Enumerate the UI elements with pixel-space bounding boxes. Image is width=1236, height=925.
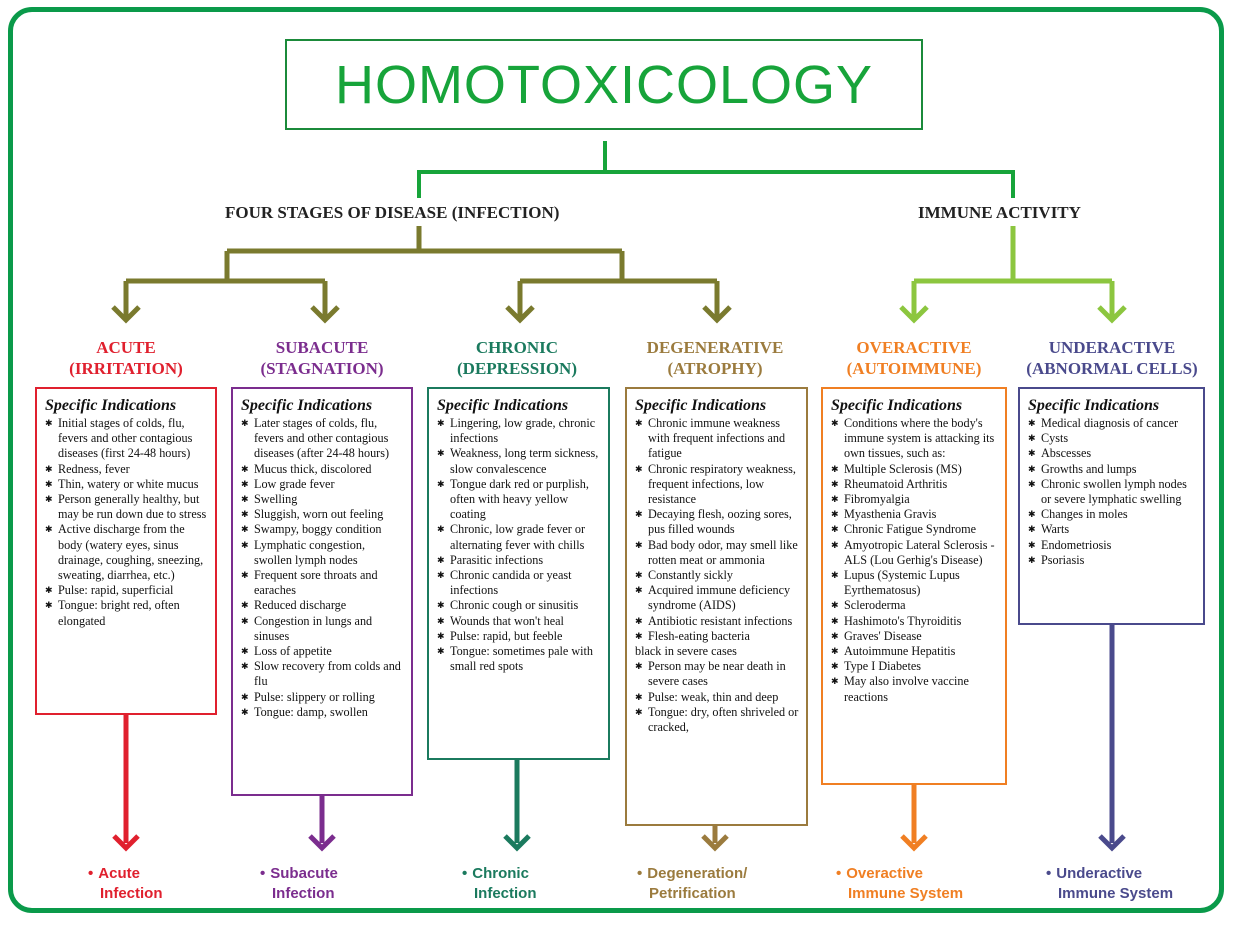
indications-box-underactive xyxy=(1018,387,1205,625)
indication-item: ✱ Pulse: rapid, but feeble xyxy=(437,629,602,644)
indication-item: ✱ Chronic immune weakness with frequent infections and fatigue xyxy=(635,416,800,462)
indications-heading: Specific Indications xyxy=(45,397,177,414)
indications-heading: Specific Indications xyxy=(1028,397,1160,414)
indication-item: ✱ Reduced discharge xyxy=(241,598,405,613)
indication-item: ✱ Pulse: slippery or rolling xyxy=(241,690,405,705)
stage-name: CHRONIC xyxy=(475,338,559,357)
indication-item: ✱ Person generally healthy, but may be run down due to stress xyxy=(45,492,209,522)
indication-item: ✱ Scleroderma xyxy=(831,598,999,613)
indication-item: ✱ Lupus (Systemic Lupus Eyrthematosus) xyxy=(831,568,999,598)
outcome-line2: Infection xyxy=(272,885,335,902)
indications-list xyxy=(1028,416,1197,568)
indication-item: ✱ Rheumatoid Arthritis xyxy=(831,477,999,492)
indications-list xyxy=(241,416,405,720)
outcome-chronic xyxy=(462,864,537,904)
section-immune-label: IMMUNE ACTIVITY xyxy=(918,203,1081,222)
outcome-line2: Immune System xyxy=(1058,885,1174,902)
indications-list xyxy=(831,416,999,705)
stage-name: ACUTE xyxy=(96,338,156,357)
outcome-overactive xyxy=(836,864,963,904)
outcome-subacute xyxy=(260,864,338,904)
indication-item: ✱ Chronic respiratory weakness, frequent infections, low resistance xyxy=(635,462,800,508)
indication-item: ✱ Low grade fever xyxy=(241,477,405,492)
stage-subname: (AUTOIMMUNE) xyxy=(846,359,982,378)
bullet-dot: • xyxy=(260,865,266,882)
stage-name: DEGENERATIVE xyxy=(646,338,784,357)
indications-box-chronic xyxy=(427,387,610,760)
indication-item: ✱ Chronic cough or sinusitis xyxy=(437,598,602,613)
indication-item: ✱ Acquired immune deficiency syndrome (AIDS) xyxy=(635,583,800,613)
indications-heading: Specific Indications xyxy=(437,397,569,414)
bullet-dot: • xyxy=(637,865,643,882)
indication-item: ✱ Redness, fever xyxy=(45,462,209,477)
indication-item: ✱ Cysts xyxy=(1028,431,1197,446)
indication-item: ✱ Flesh-eating bacteria xyxy=(635,629,800,644)
indication-item: ✱ Hashimoto's Thyroiditis xyxy=(831,614,999,629)
indications-heading: Specific Indications xyxy=(831,397,963,414)
indication-item: ✱ Tongue: damp, swollen xyxy=(241,705,405,720)
stage-name: SUBACUTE xyxy=(275,338,369,357)
indication-item: ✱ Antibiotic resistant infections xyxy=(635,614,800,629)
indications-heading: Specific Indications xyxy=(241,397,373,414)
stage-subname: (ABNORMAL CELLS) xyxy=(1026,359,1198,378)
indication-item: ✱ Person may be near death in severe cases xyxy=(635,659,800,689)
indication-item: ✱ Wounds that won't heal xyxy=(437,614,602,629)
indication-continuation: black in severe cases xyxy=(635,644,737,659)
indication-item: ✱ Fibromyalgia xyxy=(831,492,999,507)
outcome-line1: Acute xyxy=(98,865,140,882)
stage-name: OVERACTIVE xyxy=(856,338,972,357)
indication-item: ✱ Slow recovery from colds and flu xyxy=(241,659,405,689)
indication-item: ✱ Amyotropic Lateral Sclerosis -ALS (Lou Gerhig's Disease) xyxy=(831,538,999,568)
indication-item: ✱ Thin, watery or white mucus xyxy=(45,477,209,492)
indication-item: ✱ Multiple Sclerosis (MS) xyxy=(831,462,999,477)
indication-item: ✱ May also involve vaccine reactions xyxy=(831,674,999,704)
outcome-line1: Chronic xyxy=(472,865,529,882)
indication-item: ✱ Swampy, boggy condition xyxy=(241,522,405,537)
indication-item: ✱ Chronic candida or yeast infections xyxy=(437,568,602,598)
indication-item: ✱ Chronic, low grade fever or alternating fever with chills xyxy=(437,522,602,552)
indication-item: ✱ Type I Diabetes xyxy=(831,659,999,674)
indications-box-degenerative xyxy=(625,387,808,826)
indications-box-subacute xyxy=(231,387,413,796)
indication-item: ✱ Weakness, long term sickness, slow convalescence xyxy=(437,446,602,476)
outcome-line2: Petrification xyxy=(649,885,736,902)
stage-subname: (DEPRESSION) xyxy=(457,359,577,378)
indication-item: ✱ Initial stages of colds, flu, fevers and other contagious diseases (first 24-48 hours) xyxy=(45,416,209,462)
indications-list xyxy=(437,416,602,674)
indication-item: ✱ Tongue: dry, often shriveled or cracked, xyxy=(635,705,800,735)
indications-list xyxy=(635,416,800,735)
indication-item: ✱ Bad body odor, may smell like rotten meat or ammonia xyxy=(635,538,800,568)
outcome-line1: Degeneration/ xyxy=(647,865,748,882)
indication-item: ✱ Growths and lumps xyxy=(1028,462,1197,477)
bullet-dot: • xyxy=(462,865,468,882)
indication-item: ✱ Autoimmune Hepatitis xyxy=(831,644,999,659)
indication-item: ✱ Parasitic infections xyxy=(437,553,602,568)
indication-item: ✱ Swelling xyxy=(241,492,405,507)
indication-item: ✱ Frequent sore throats and earaches xyxy=(241,568,405,598)
indication-item: ✱ Lymphatic congestion, swollen lymph nodes xyxy=(241,538,405,568)
stage-heading-subacute xyxy=(222,337,422,379)
stage-heading-chronic xyxy=(417,337,617,379)
indication-item: ✱ Myasthenia Gravis xyxy=(831,507,999,522)
stage-name: UNDERACTIVE xyxy=(1048,338,1176,357)
stage-subname: (IRRITATION) xyxy=(69,359,183,378)
section-stages-label: FOUR STAGES OF DISEASE (INFECTION) xyxy=(225,203,560,222)
indication-item: ✱ Tongue dark red or purplish, often with heavy yellow coating xyxy=(437,477,602,523)
indication-item: ✱ Changes in moles xyxy=(1028,507,1197,522)
outcome-line1: Underactive xyxy=(1056,865,1143,882)
stage-subname: (STAGNATION) xyxy=(260,359,384,378)
bullet-dot: • xyxy=(88,865,94,882)
indications-list xyxy=(45,416,209,629)
indication-item: ✱ Warts xyxy=(1028,522,1197,537)
outcome-line1: Overactive xyxy=(846,865,923,882)
indication-item: ✱ Lingering, low grade, chronic infections xyxy=(437,416,602,446)
stage-heading-overactive xyxy=(814,337,1014,379)
outcome-line1: Subacute xyxy=(270,865,338,882)
indication-item: ✱ Active discharge from the body (watery eyes, sinus drainage, coughing, sneezing, sweating, diarrhea, etc.) xyxy=(45,522,209,583)
indication-item: ✱ Abscesses xyxy=(1028,446,1197,461)
indication-item: ✱ Psoriasis xyxy=(1028,553,1197,568)
indication-item: ✱ Constantly sickly xyxy=(635,568,800,583)
outcome-acute xyxy=(88,864,163,904)
stage-heading-degenerative xyxy=(615,337,815,379)
diagram-title: HOMOTOXICOLOGY xyxy=(285,39,923,130)
indication-item: ✱ Medical diagnosis of cancer xyxy=(1028,416,1197,431)
bullet-dot: • xyxy=(1046,865,1052,882)
indications-box-overactive xyxy=(821,387,1007,785)
bullet-dot: • xyxy=(836,865,842,882)
outcome-line2: Immune System xyxy=(848,885,964,902)
indication-item: ✱ Pulse: weak, thin and deep xyxy=(635,690,800,705)
indication-item: ✱ Congestion in lungs and sinuses xyxy=(241,614,405,644)
indication-item: ✱ Later stages of colds, flu, fevers and other contagious diseases (after 24-48 hours) xyxy=(241,416,405,462)
indication-item: ✱ Decaying flesh, oozing sores, pus filled wounds xyxy=(635,507,800,537)
indication-item: ✱ Tongue: sometimes pale with small red spots xyxy=(437,644,602,674)
indication-item: ✱ Endometriosis xyxy=(1028,538,1197,553)
outcome-line2: Infection xyxy=(100,885,163,902)
indication-item: ✱ Mucus thick, discolored xyxy=(241,462,405,477)
stage-heading-acute xyxy=(26,337,226,379)
indication-item: ✱ Tongue: bright red, often elongated xyxy=(45,598,209,628)
indication-item: ✱ Sluggish, worn out feeling xyxy=(241,507,405,522)
indication-item: ✱ Chronic swollen lymph nodes or severe lymphatic swelling xyxy=(1028,477,1197,507)
indications-box-acute xyxy=(35,387,217,715)
outcome-line2: Infection xyxy=(474,885,537,902)
indication-item: ✱ Conditions where the body's immune system is attacking its own tissues, such as: xyxy=(831,416,999,462)
stage-subname: (ATROPHY) xyxy=(667,359,763,378)
indication-item: ✱ Loss of appetite xyxy=(241,644,405,659)
stage-heading-underactive xyxy=(1012,337,1212,379)
outcome-underactive xyxy=(1046,864,1173,904)
indication-item: ✱ Chronic Fatigue Syndrome xyxy=(831,522,999,537)
indication-item: ✱ Pulse: rapid, superficial xyxy=(45,583,209,598)
indication-item: ✱ Graves' Disease xyxy=(831,629,999,644)
indications-heading: Specific Indications xyxy=(635,397,767,414)
outcome-degenerative xyxy=(637,864,747,904)
